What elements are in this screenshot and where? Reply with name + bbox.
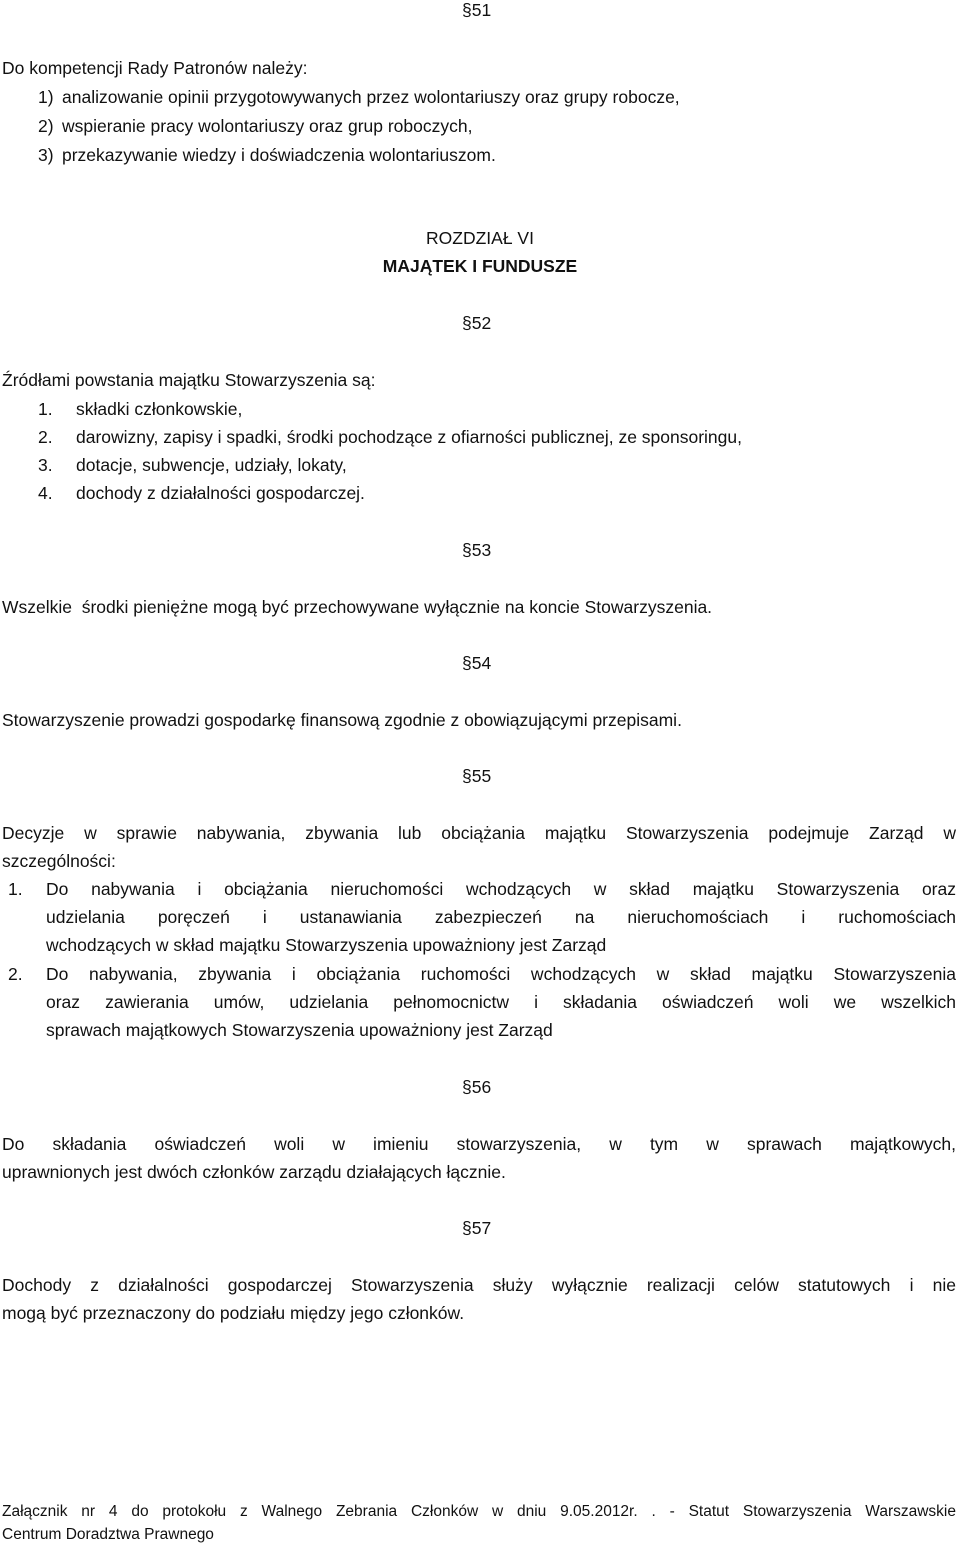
list-item-line: Do nabywania i obciążania nieruchomości wchodzących w skład majątku Stowarzyszenia oraz	[46, 879, 956, 899]
list-item-number: 1.	[8, 879, 23, 899]
list-item: dotacje, subwencje, udziały, lokaty,	[76, 455, 347, 475]
paragraph-55-intro-line: szczególności:	[2, 851, 116, 871]
list-item: wspieranie pracy wolontariuszy oraz grup roboczych,	[62, 116, 473, 136]
paragraph-55-intro-line: Decyzje w sprawie nabywania, zbywania lub obciążania majątku Stowarzyszenia podejmuje Zarząd w	[2, 823, 956, 843]
list-item-line: sprawach majątkowych Stowarzyszenia upoważniony jest Zarząd	[46, 1020, 553, 1040]
footer-line: Załącznik nr 4 do protokołu z Walnego Zebrania Członków w dniu 9.05.2012r. . - Statut Stowarzyszenia Warszawskie	[2, 1503, 956, 1520]
list-item-line: oraz zawierania umów, udzielania pełnomocnictw i składania oświadczeń woli we wszelkich	[46, 992, 956, 1012]
list-item-number: 2.	[8, 964, 23, 984]
paragraph-57-line: Dochody z działalności gospodarczej Stowarzyszenia służy wyłącznie realizacji celów statutowych i nie	[2, 1275, 956, 1295]
footer-line: Centrum Doradztwa Prawnego	[2, 1526, 214, 1543]
list-item-number: 1.	[38, 399, 53, 419]
list-item: przekazywanie wiedzy i doświadczenia wolontariuszom.	[62, 145, 496, 165]
chapter-number: ROZDZIAŁ VI	[426, 228, 534, 248]
section-heading-55: §55	[462, 766, 492, 786]
paragraph-53: Wszelkie środki pieniężne mogą być przechowywane wyłącznie na koncie Stowarzyszenia.	[2, 597, 713, 617]
list-item: analizowanie opinii przygotowywanych przez wolontariuszy oraz grupy robocze,	[62, 87, 680, 107]
section-heading-53: §53	[462, 540, 492, 560]
chapter-title: MAJĄTEK I FUNDUSZE	[382, 256, 578, 276]
section-heading-52: §52	[462, 313, 492, 333]
paragraph-51-intro: Do kompetencji Rady Patronów należy:	[2, 58, 308, 78]
section-heading-51: §51	[462, 0, 492, 20]
list-item-number: 3)	[38, 145, 54, 165]
paragraph-56-line: uprawnionych jest dwóch członków zarządu działających łącznie.	[2, 1162, 506, 1182]
list-item-line: Do nabywania, zbywania i obciążania ruchomości wchodzących w skład majątku Stowarzyszenia	[46, 964, 956, 984]
list-item-number: 1)	[38, 87, 54, 107]
list-item: dochody z działalności gospodarczej.	[76, 483, 365, 503]
list-item-number: 2)	[38, 116, 54, 136]
section-heading-56: §56	[462, 1077, 492, 1097]
list-item-number: 3.	[38, 455, 53, 475]
list-item-number: 4.	[38, 483, 53, 503]
list-item-line: udzielania poręczeń i ustanawiania zabezpieczeń na nieruchomościach i ruchomościach	[46, 907, 956, 927]
section-heading-54: §54	[462, 653, 492, 673]
list-item: składki członkowskie,	[76, 399, 243, 419]
list-item-line: wchodzących w skład majątku Stowarzyszenia upoważniony jest Zarząd	[46, 935, 607, 955]
paragraph-57-line: mogą być przeznaczony do podziału między jego członków.	[2, 1303, 465, 1323]
list-item-number: 2.	[38, 427, 53, 447]
list-item: darowizny, zapisy i spadki, środki pochodzące z ofiarności publicznej, ze sponsoringu,	[76, 427, 742, 447]
paragraph-52-intro: Źródłami powstania majątku Stowarzyszenia są:	[2, 370, 376, 390]
paragraph-54: Stowarzyszenie prowadzi gospodarkę finansową zgodnie z obowiązującymi przepisami.	[2, 710, 682, 730]
section-heading-57: §57	[462, 1218, 492, 1238]
paragraph-56-line: Do składania oświadczeń woli w imieniu stowarzyszenia, w tym w sprawach majątkowych,	[2, 1134, 956, 1154]
